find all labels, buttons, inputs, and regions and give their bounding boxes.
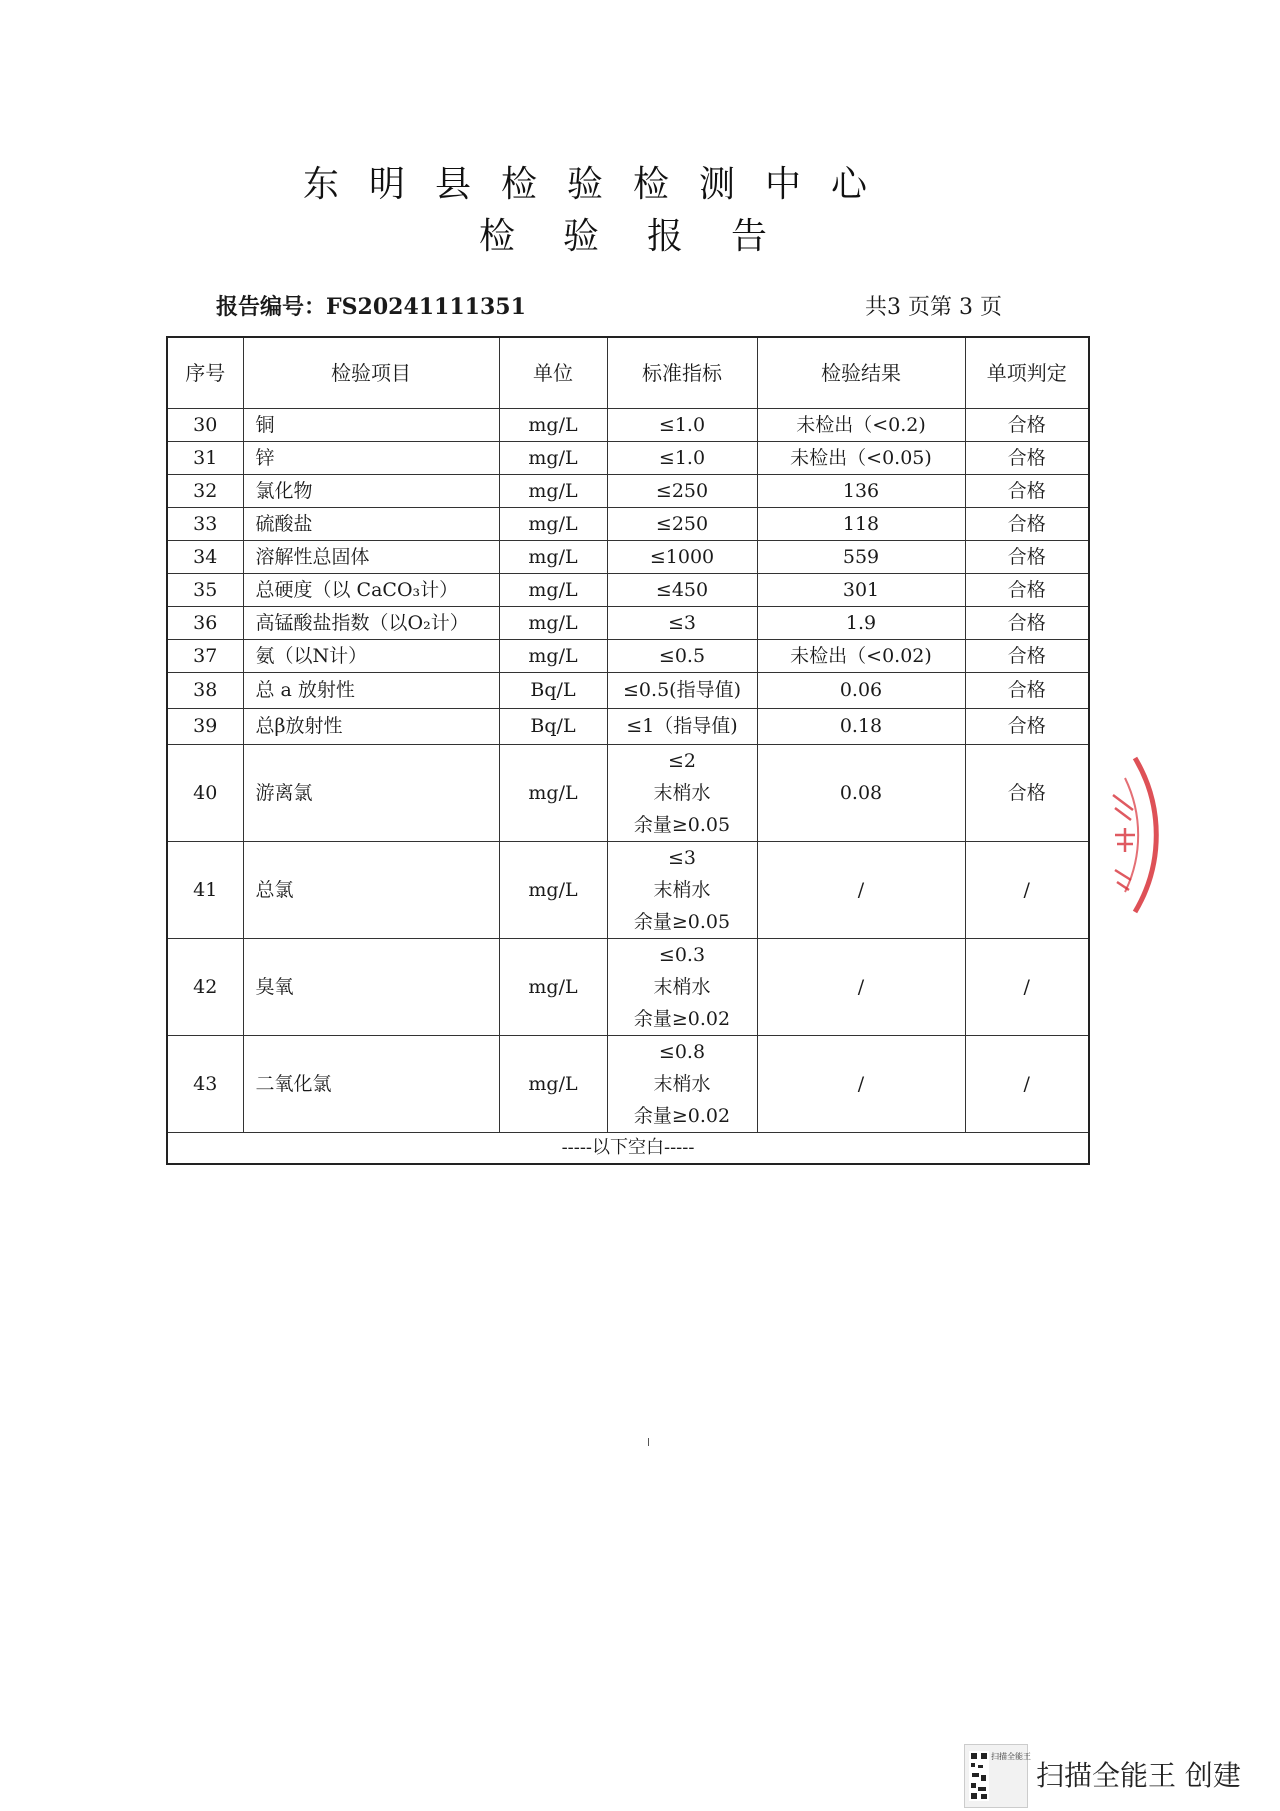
cell-unit: mg/L	[499, 1036, 607, 1133]
watermark-text: 扫描全能王 创建	[1036, 1759, 1241, 1792]
cell-seq: 43	[167, 1036, 243, 1133]
cell-unit: mg/L	[499, 939, 607, 1036]
cell-standard	[607, 842, 757, 939]
cell-item: 铜	[243, 409, 499, 442]
standard-residual: 余量≥0.05	[633, 814, 731, 836]
cell-result: 未检出（<0.02)	[757, 640, 965, 673]
cell-verdict: /	[965, 1036, 1089, 1133]
cell-verdict: 合格	[965, 409, 1089, 442]
table-row	[167, 409, 1089, 442]
cell-verdict: 合格	[965, 508, 1089, 541]
report-number-label: 报告编号：	[216, 294, 327, 320]
cell-item: 氯化物	[243, 475, 499, 508]
cell-unit: mg/L	[499, 607, 607, 640]
cell-seq: 42	[167, 939, 243, 1036]
cell-unit: mg/L	[499, 842, 607, 939]
cell-unit: mg/L	[499, 541, 607, 574]
cell-verdict: 合格	[965, 640, 1089, 673]
cell-standard: ≤250	[607, 475, 757, 508]
cell-seq: 38	[167, 673, 243, 709]
table-row	[167, 574, 1089, 607]
scanner-brand-label: 扫描全能王	[991, 1752, 1031, 1761]
cell-standard: ≤3	[607, 607, 757, 640]
cell-seq: 41	[167, 842, 243, 939]
cell-seq: 36	[167, 607, 243, 640]
cell-standard: ≤0.5(指导值)	[607, 673, 757, 709]
cell-result: 0.18	[757, 709, 965, 745]
cell-seq: 32	[167, 475, 243, 508]
cell-standard: ≤450	[607, 574, 757, 607]
cell-seq: 34	[167, 541, 243, 574]
document-title: 检验报告	[478, 216, 815, 257]
cell-seq: 31	[167, 442, 243, 475]
cell-unit: mg/L	[499, 745, 607, 842]
header-item: 检验项目	[243, 337, 499, 409]
cell-verdict: 合格	[965, 442, 1089, 475]
cell-unit: mg/L	[499, 442, 607, 475]
cell-item: 二氧化氯	[243, 1036, 499, 1133]
cell-item: 总硬度（以 CaCO₃计）	[243, 574, 499, 607]
table-footer-row	[167, 1133, 1089, 1165]
table-row	[167, 745, 1089, 842]
report-number-value: FS20241111351	[326, 294, 526, 320]
cell-item: 高锰酸盐指数（以O₂计）	[243, 607, 499, 640]
cell-unit: Bq/L	[499, 709, 607, 745]
cell-standard	[607, 939, 757, 1036]
cell-result: /	[757, 939, 965, 1036]
cell-verdict: 合格	[965, 709, 1089, 745]
scanner-watermark	[964, 1740, 1244, 1806]
cell-verdict: 合格	[965, 475, 1089, 508]
cell-unit: Bq/L	[499, 673, 607, 709]
blank-below-note: -----以下空白-----	[167, 1133, 1089, 1165]
cell-unit: mg/L	[499, 640, 607, 673]
results-table	[166, 336, 1090, 1165]
institution-title: 东明县检验检测中心	[302, 164, 897, 205]
cell-seq: 33	[167, 508, 243, 541]
cell-verdict: /	[965, 842, 1089, 939]
table-row	[167, 442, 1089, 475]
cell-verdict: 合格	[965, 541, 1089, 574]
standard-scope: 末梢水	[653, 1073, 711, 1095]
cell-verdict: /	[965, 939, 1089, 1036]
table-header-row	[167, 337, 1089, 409]
standard-scope: 末梢水	[653, 879, 711, 901]
cell-result: /	[757, 1036, 965, 1133]
cell-verdict: 合格	[965, 574, 1089, 607]
table-row	[167, 607, 1089, 640]
header-verdict: 单项判定	[965, 337, 1089, 409]
cell-item: 臭氧	[243, 939, 499, 1036]
cell-standard: ≤1.0	[607, 409, 757, 442]
cell-item: 硫酸盐	[243, 508, 499, 541]
cell-item: 溶解性总固体	[243, 541, 499, 574]
report-number	[216, 290, 526, 321]
cell-unit: mg/L	[499, 508, 607, 541]
cell-seq: 40	[167, 745, 243, 842]
table-row	[167, 709, 1089, 745]
cell-result: 559	[757, 541, 965, 574]
cell-result: 未检出（<0.05)	[757, 442, 965, 475]
cell-standard: ≤1.0	[607, 442, 757, 475]
qr-code-icon	[964, 1744, 1031, 1808]
cell-result: /	[757, 842, 965, 939]
cell-item: 总β放射性	[243, 709, 499, 745]
standard-residual: 余量≥0.02	[633, 1008, 731, 1030]
scan-mark	[648, 1438, 649, 1446]
standard-limit: ≤3	[667, 847, 696, 869]
table-row	[167, 475, 1089, 508]
cell-result: 136	[757, 475, 965, 508]
standard-limit: ≤2	[667, 750, 696, 772]
header-unit: 单位	[499, 337, 607, 409]
table-row	[167, 640, 1089, 673]
standard-scope: 末梢水	[653, 976, 711, 998]
page-indicator: 共3 页第 3 页	[865, 295, 1002, 320]
table-row	[167, 673, 1089, 709]
standard-residual: 余量≥0.05	[633, 911, 731, 933]
table-row	[167, 842, 1089, 939]
cell-item: 总氯	[243, 842, 499, 939]
cell-result: 1.9	[757, 607, 965, 640]
cell-result: 未检出（<0.2)	[757, 409, 965, 442]
cell-standard: ≤1000	[607, 541, 757, 574]
header-seq: 序号	[167, 337, 243, 409]
cell-result: 118	[757, 508, 965, 541]
standard-limit: ≤0.8	[658, 1041, 706, 1063]
cell-result: 0.08	[757, 745, 965, 842]
table-row	[167, 541, 1089, 574]
cell-standard: ≤1（指导值)	[607, 709, 757, 745]
table-row	[167, 939, 1089, 1036]
header-standard: 标准指标	[607, 337, 757, 409]
cell-standard: ≤0.5	[607, 640, 757, 673]
standard-scope: 末梢水	[653, 782, 711, 804]
cell-verdict: 合格	[965, 745, 1089, 842]
header-result: 检验结果	[757, 337, 965, 409]
standard-residual: 余量≥0.02	[633, 1105, 731, 1127]
cell-unit: mg/L	[499, 475, 607, 508]
cell-result: 0.06	[757, 673, 965, 709]
cell-seq: 30	[167, 409, 243, 442]
cell-verdict: 合格	[965, 673, 1089, 709]
table-row	[167, 508, 1089, 541]
standard-limit: ≤0.3	[658, 944, 706, 966]
cell-seq: 35	[167, 574, 243, 607]
cell-standard	[607, 745, 757, 842]
cell-seq: 37	[167, 640, 243, 673]
cell-item: 氨（以N计）	[243, 640, 499, 673]
cell-verdict: 合格	[965, 607, 1089, 640]
cell-item: 总 a 放射性	[243, 673, 499, 709]
cell-item: 锌	[243, 442, 499, 475]
cell-unit: mg/L	[499, 409, 607, 442]
table-row	[167, 1036, 1089, 1133]
cell-standard: ≤250	[607, 508, 757, 541]
cell-item: 游离氯	[243, 745, 499, 842]
cell-unit: mg/L	[499, 574, 607, 607]
cell-result: 301	[757, 574, 965, 607]
cell-seq: 39	[167, 709, 243, 745]
official-seal-stamp	[1105, 740, 1205, 930]
cell-standard	[607, 1036, 757, 1133]
